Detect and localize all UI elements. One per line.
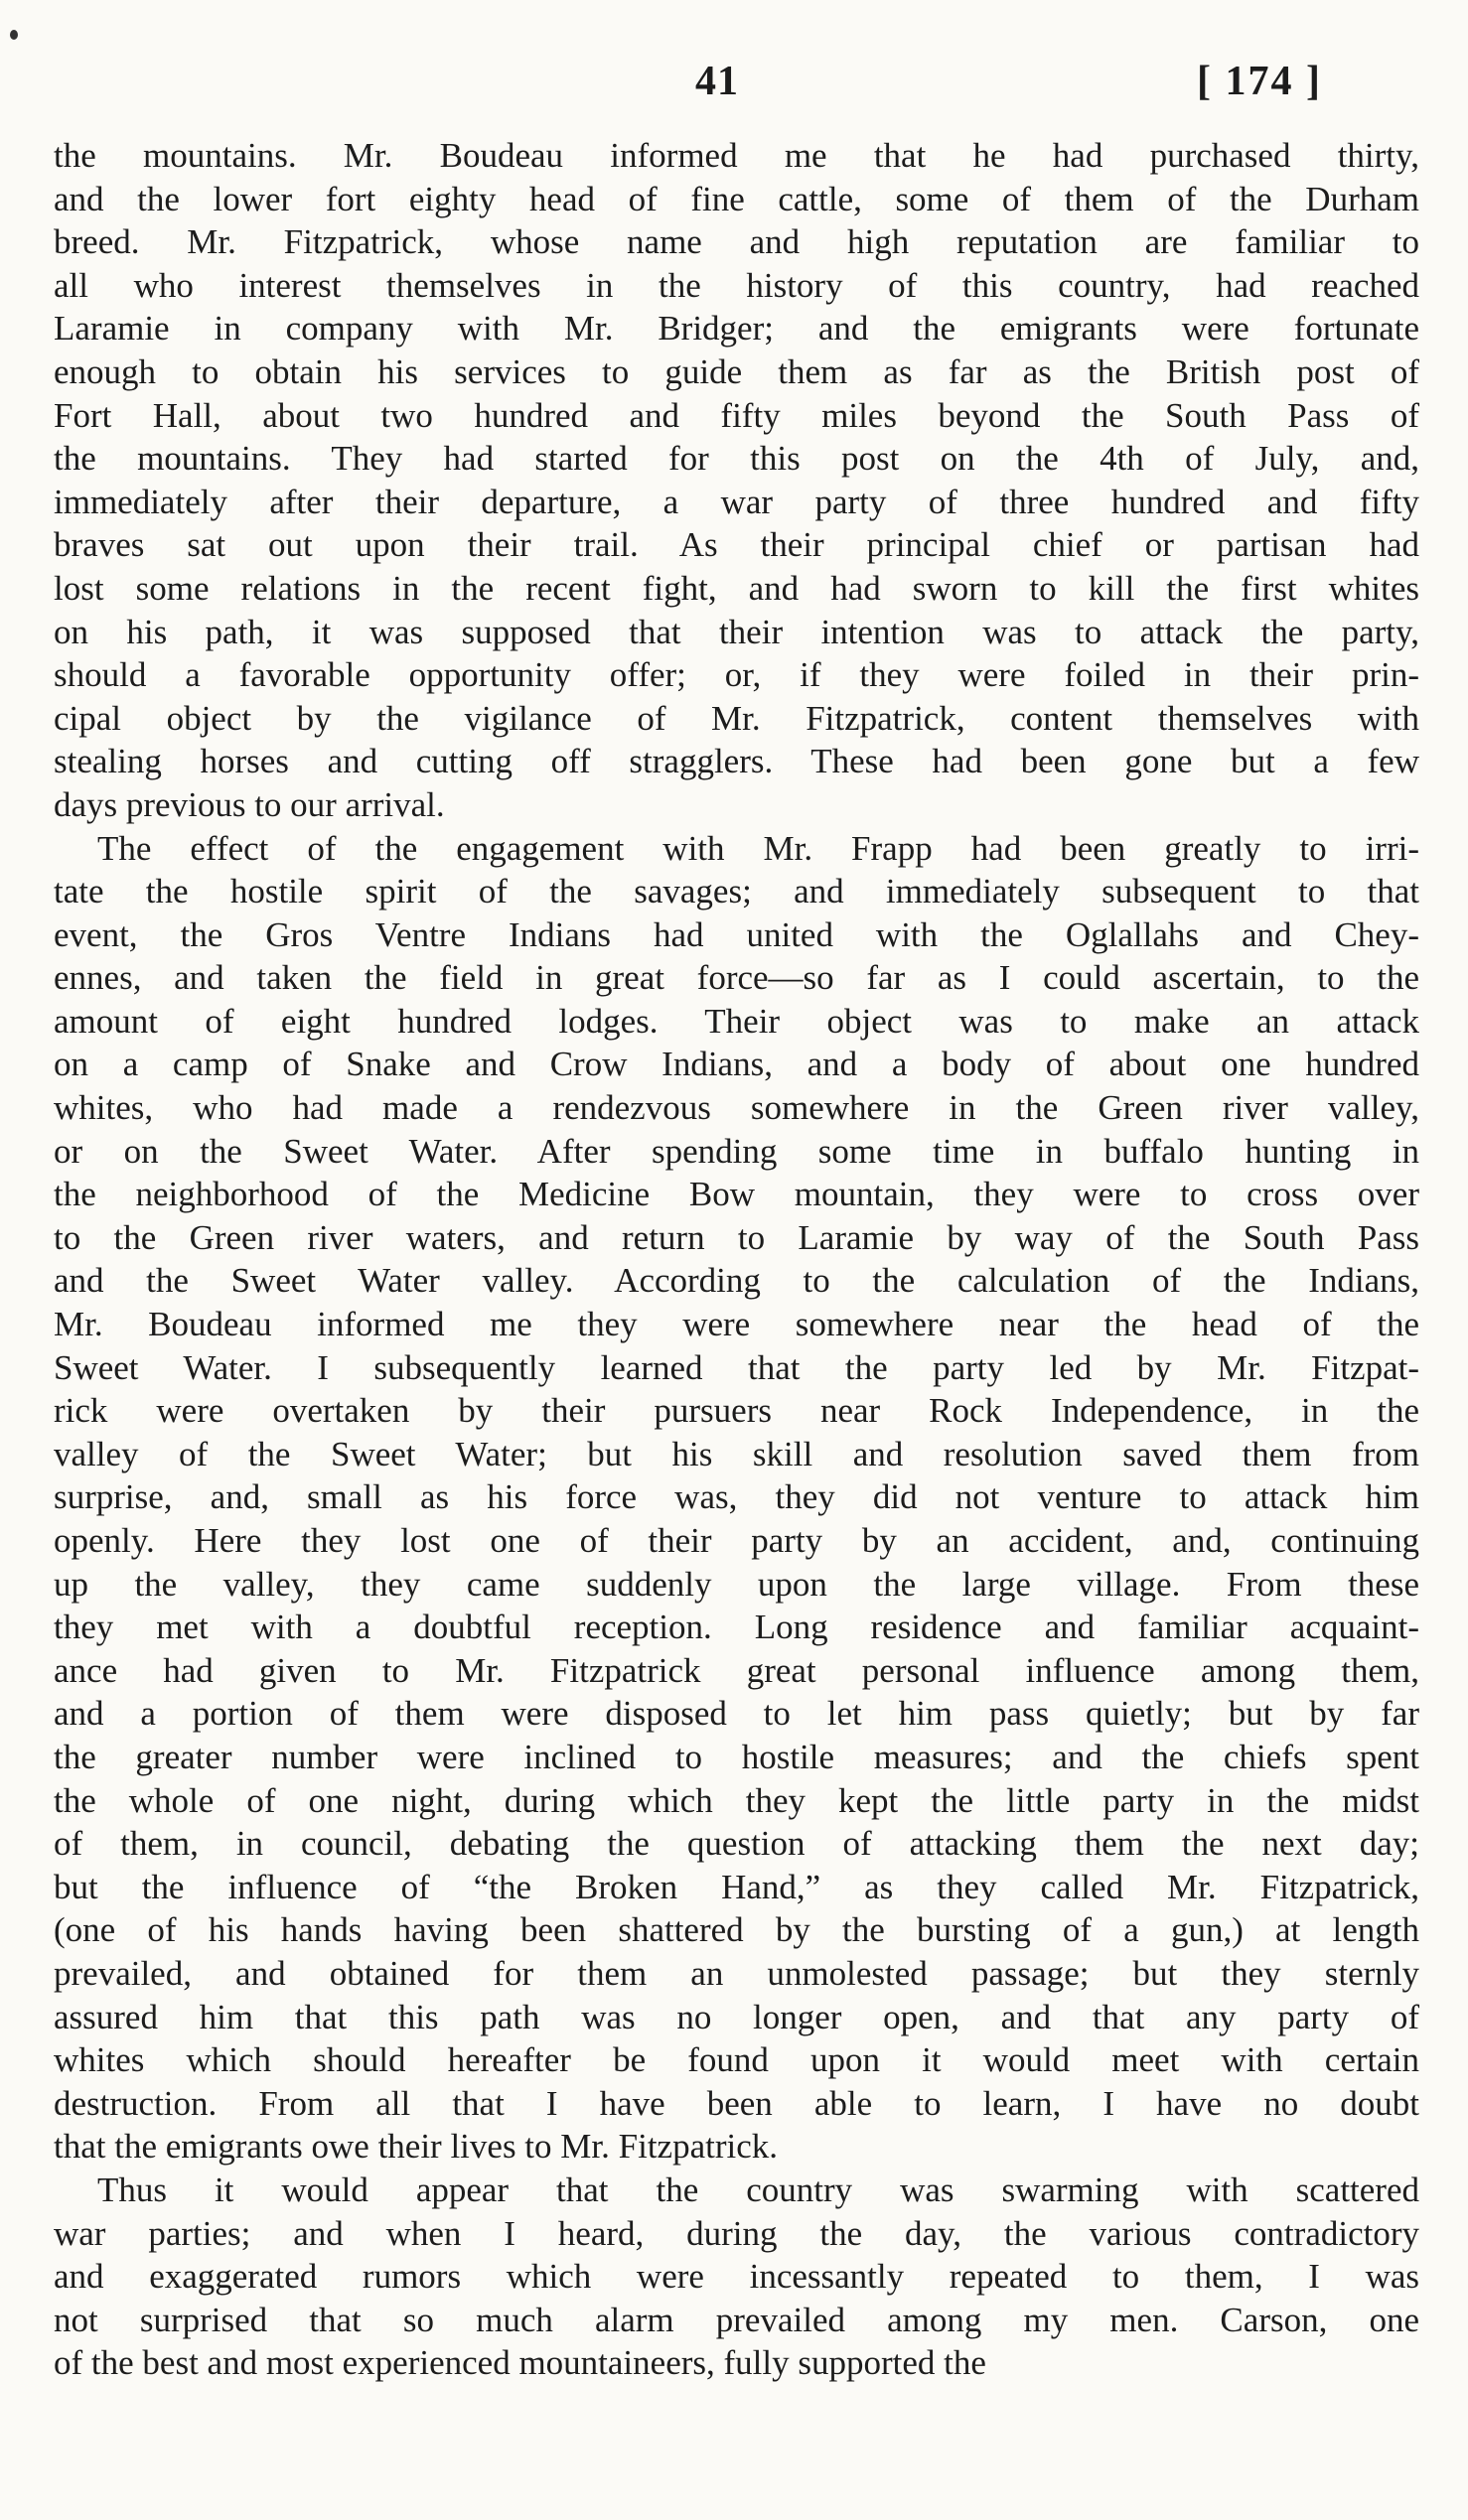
text-line: ance had given to Mr. Fitzpatrick great personal influence among them,: [54, 1650, 1419, 1690]
scan-speck: [10, 30, 18, 40]
document-number: [ 174 ]: [1197, 59, 1322, 104]
text-line: Laramie in company with Mr. Bridger; and the emigrants were fortunate: [54, 309, 1419, 349]
text-line: that the emigrants owe their lives to Mr. Fitzpatrick.: [54, 2127, 779, 2167]
text-line: tate the hostile spirit of the savages; and immediately subsequent to that: [54, 872, 1419, 911]
text-line: and exaggerated rumors which were incessantly repeated to them, I was: [54, 2257, 1419, 2297]
text-line: ennes, and taken the field in great force—so far as I could ascertain, to the: [54, 958, 1419, 998]
text-line: and a portion of them were disposed to let him pass quietly; but by far: [54, 1694, 1419, 1734]
text-line: valley of the Sweet Water; but his skill and resolution saved them from: [54, 1434, 1419, 1473]
text-line: whites which should hereafter be found upon it would meet with certain: [54, 2040, 1419, 2080]
text-line: not surprised that so much alarm prevailed among my men. Carson, one: [54, 2300, 1419, 2339]
text-line: openly. Here they lost one of their party by an accident, and, continuing: [54, 1521, 1419, 1560]
text-line: and the Sweet Water valley. According to the calculation of the Indians,: [54, 1261, 1419, 1301]
text-line: but the influence of “the Broken Hand,” as they called Mr. Fitzpatrick,: [54, 1867, 1419, 1906]
text-line: to the Green river waters, and return to Laramie by way of the South Pass: [54, 1217, 1419, 1257]
text-line: amount of eight hundred lodges. Their object was to make an attack: [54, 1001, 1419, 1041]
text-line: up the valley, they came suddenly upon the large village. From these: [54, 1564, 1419, 1604]
text-line: all who interest themselves in the history of this country, had reached: [54, 265, 1419, 305]
text-line: the greater number were inclined to hostile measures; and the chiefs spent: [54, 1737, 1419, 1776]
text-line: the neighborhood of the Medicine Bow mountain, they were to cross over: [54, 1175, 1419, 1214]
text-line: destruction. From all that I have been able to learn, I have no doubt: [54, 2083, 1419, 2123]
text-line: the mountains. Mr. Boudeau informed me that he had purchased thirty,: [54, 136, 1419, 175]
text-line: the whole of one night, during which they kept the little party in the midst: [54, 1780, 1419, 1820]
paragraph: [54, 134, 1419, 827]
text-line: enough to obtain his services to guide them as far as the British post of: [54, 351, 1419, 391]
text-line: braves sat out upon their trail. As their principal chief or partisan had: [54, 525, 1419, 565]
text-line: cipal object by the vigilance of Mr. Fitzpatrick, content themselves with: [54, 698, 1419, 738]
text-line: Fort Hall, about two hundred and fifty miles beyond the South Pass of: [54, 395, 1419, 435]
text-line: Mr. Boudeau informed me they were somewhere near the head of the: [54, 1305, 1419, 1344]
text-line: or on the Sweet Water. After spending some time in buffalo hunting in: [54, 1131, 1419, 1171]
text-line: and the lower fort eighty head of fine cattle, some of them of the Durham: [54, 179, 1419, 218]
text-line: assured him that this path was no longer open, and that any party of: [54, 1997, 1419, 2036]
text-line: Thus it would appear that the country was swarming with scattered: [97, 2170, 1419, 2209]
text-line: The effect of the engagement with Mr. Frapp had been greatly to irri-: [97, 828, 1419, 868]
text-line: days previous to our arrival.: [54, 784, 445, 824]
text-line: surprise, and, small as his force was, they did not venture to attack him: [54, 1477, 1419, 1517]
text-line: lost some relations in the recent fight, and had sworn to kill the first whites: [54, 568, 1419, 608]
text-line: stealing horses and cutting off stragglers. These had been gone but a few: [54, 742, 1419, 781]
text-line: rick were overtaken by their pursuers near Rock Independence, in the: [54, 1391, 1419, 1431]
text-line: whites, who had made a rendezvous somewhere in the Green river valley,: [54, 1088, 1419, 1128]
text-line: immediately after their departure, a war party of three hundred and fifty: [54, 482, 1419, 521]
text-line: should a favorable opportunity offer; or, if they were foiled in their prin-: [54, 655, 1419, 695]
paragraph: [54, 2169, 1419, 2385]
body-text: [54, 134, 1419, 2385]
text-line: the mountains. They had started for this post on the 4th of July, and,: [54, 439, 1419, 479]
text-line: (one of his hands having been shattered by the bursting of a gun,) at length: [54, 1910, 1419, 1950]
text-line: on his path, it was supposed that their intention was to attack the party,: [54, 612, 1419, 651]
text-line: of them, in council, debating the question of attacking them the next day;: [54, 1824, 1419, 1864]
text-line: event, the Gros Ventre Indians had united with the Oglallahs and Chey-: [54, 914, 1419, 954]
text-line: war parties; and when I heard, during the day, the various contradictory: [54, 2213, 1419, 2253]
text-line: on a camp of Snake and Crow Indians, and a body of about one hundred: [54, 1045, 1419, 1084]
page-number: 41: [695, 59, 739, 104]
text-line: breed. Mr. Fitzpatrick, whose name and high reputation are familiar to: [54, 222, 1419, 262]
text-line: they met with a doubtful reception. Long residence and familiar acquaint-: [54, 1608, 1419, 1647]
text-line: Sweet Water. I subsequently learned that the party led by Mr. Fitzpat-: [54, 1347, 1419, 1387]
paragraph: [54, 827, 1419, 2169]
text-line: of the best and most experienced mountaineers, fully supported the: [54, 2343, 986, 2383]
text-line: prevailed, and obtained for them an unmolested passage; but they sternly: [54, 1953, 1419, 1993]
